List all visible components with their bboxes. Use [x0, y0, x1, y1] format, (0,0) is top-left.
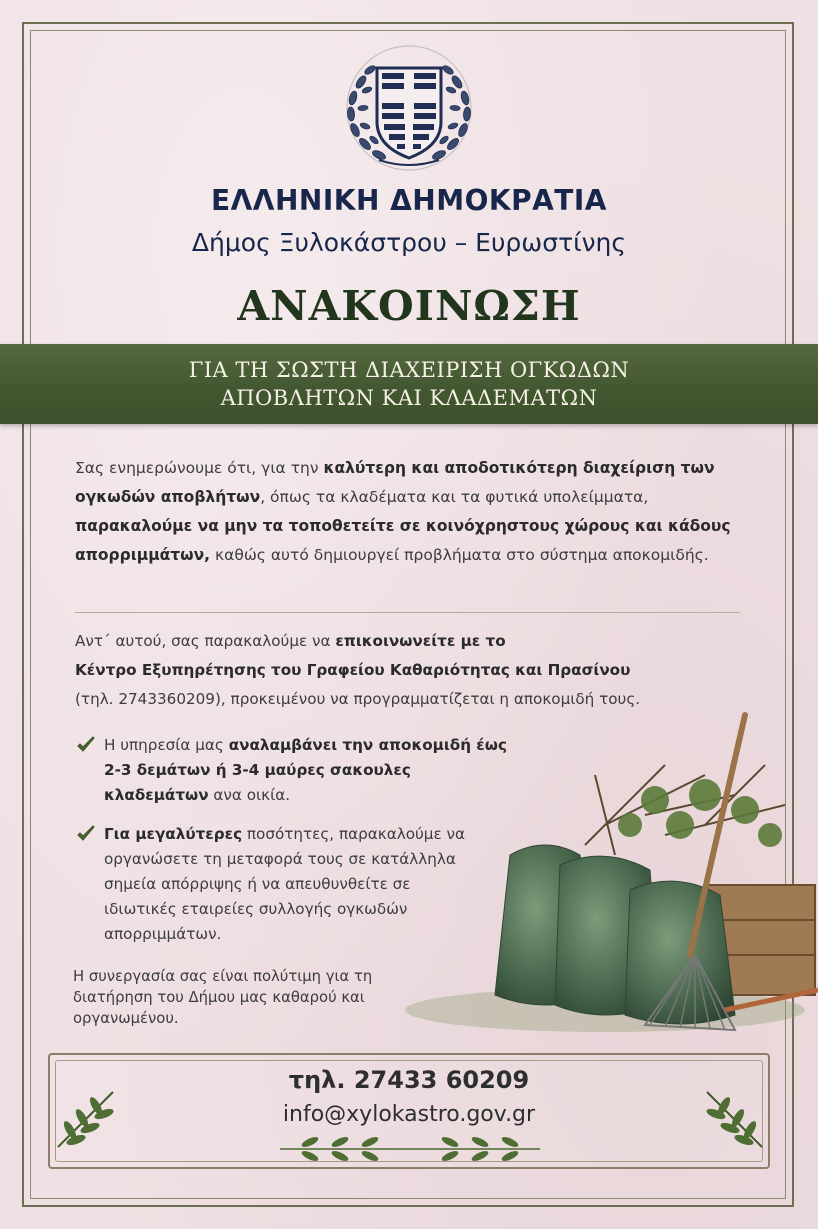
bullet1-text-2: ανα οικία. — [208, 786, 291, 804]
checkmark-icon — [76, 824, 96, 844]
request-bold-1: επικοινωνείτε με το — [335, 632, 506, 650]
republic-heading: ΕΛΛΗΝΙΚΗ ΔΗΜΟΚΡΑΤΙΑ — [211, 184, 607, 217]
municipality-heading: Δήμος Ξυλοκάστρου – Ευρωστίνης — [191, 228, 627, 257]
request-bold-2: Κέντρο Εξυπηρέτησης του Γραφείου Καθαριότητας και Πρασίνου — [75, 661, 631, 679]
intro-text-1: Σας ενημερώνουμε ότι, για την — [75, 459, 324, 477]
bullet1-bold: αναλαμβάνει την αποκομιδή έως 2-3 δεμάτων ή 3-4 μαύρες σακουλες κλαδεμάτων — [104, 736, 507, 804]
banner-line-1: ΓΙΑ ΤΗ ΣΩΣΤΗ ΔΙΑΧΕΙΡΙΣΗ ΟΓΚΩΔΩΝ — [188, 358, 630, 382]
laurel-ornament-icon — [270, 1132, 550, 1166]
intro-text-2: , όπως τα κλαδέματα και τα φυτικά υπολείμματα, — [260, 488, 649, 506]
subject-banner-text — [0, 356, 818, 412]
bullet2-bold: Για μεγαλύτερες — [104, 825, 243, 843]
contact-phone[interactable]: τηλ. 27433 60209 — [288, 1066, 530, 1094]
bullet1-text-1: Η υπηρεσία μας — [104, 736, 229, 754]
section-divider — [75, 612, 740, 613]
intro-text-3: καθώς αυτό δημιουργεί προβλήματα στο σύστημα αποκομιδής. — [210, 546, 709, 564]
garden-waste-illustration — [405, 705, 818, 1045]
checkmark-icon — [76, 735, 96, 755]
garbage-bag-icon — [495, 845, 735, 1024]
intro-paragraph — [75, 454, 755, 570]
request-text-1: Αντ΄ αυτού, σας παρακαλούμε να — [75, 632, 336, 650]
greek-coat-of-arms-icon — [339, 42, 479, 176]
contact-request-paragraph — [75, 627, 755, 714]
announcement-title: ΑΝΑΚΟΙΝΩΣΗ — [237, 282, 581, 330]
contact-email[interactable]: info@xylokastro.gov.gr — [282, 1102, 536, 1127]
intro-bold-2: παρακαλούμε να μην τα τοποθετείτε σε κοινόχρηστους χώρους και κάδους απορριμμάτων, — [75, 517, 731, 564]
bullet2-text: ποσότητες, παρακαλούμε να οργανώσετε τη μεταφορά τους σε κατάλληλα σημεία απόρριψης ή να απευθυνθείτε σε ιδιωτικές εταιρείες συλλογής ογκωδών απορριμμάτων. — [104, 825, 465, 943]
request-text-2: (τηλ. 2743360209), προκειμένου να προγραμματίζεται η αποκομιδή τους. — [75, 690, 641, 708]
banner-line-2: ΑΠΟΒΛΗΤΩΝ ΚΑΙ ΚΛΑΔΕΜΑΤΩΝ — [220, 386, 598, 410]
intro-bold-1: καλύτερη και αποδοτικότερη διαχείριση των ογκωδών αποβλήτων — [75, 459, 715, 506]
closing-note: Η συνεργασία σας είναι πολύτιμη για τη διατήρηση του Δήμου μας καθαρού και οργανωμένου. — [73, 968, 373, 1027]
